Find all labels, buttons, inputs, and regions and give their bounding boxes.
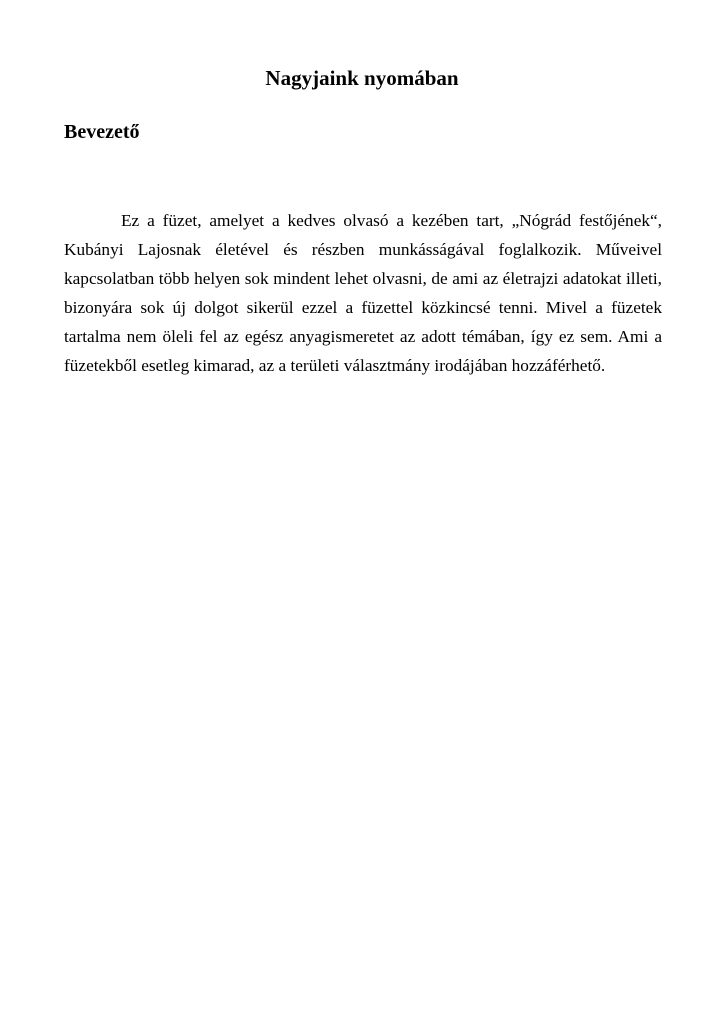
intro-paragraph: Ez a füzet, amelyet a kedves olvasó a kezében tart, „Nógrád festőjének“, Kubányi Lajosnak életével és részben munkásságával foglalkozik. Műveivel kapcsolatban több helyen sok mindent lehet olvasni, de ami az életrajzi adatokat illeti, bizonyára sok új dolgot sikerül ezzel a füzettel közkincsé tenni. Mivel a füzetek tartalma nem öleli fel az egész anyagismeretet az adott témában, így ez sem. Ami a füzetekből esetleg kimarad, az a területi választmány irodájában hozzáférhető. (64, 211, 662, 375)
section-heading: Bevezető (64, 121, 140, 143)
page-title: Nagyjaink nyomában (265, 66, 459, 90)
